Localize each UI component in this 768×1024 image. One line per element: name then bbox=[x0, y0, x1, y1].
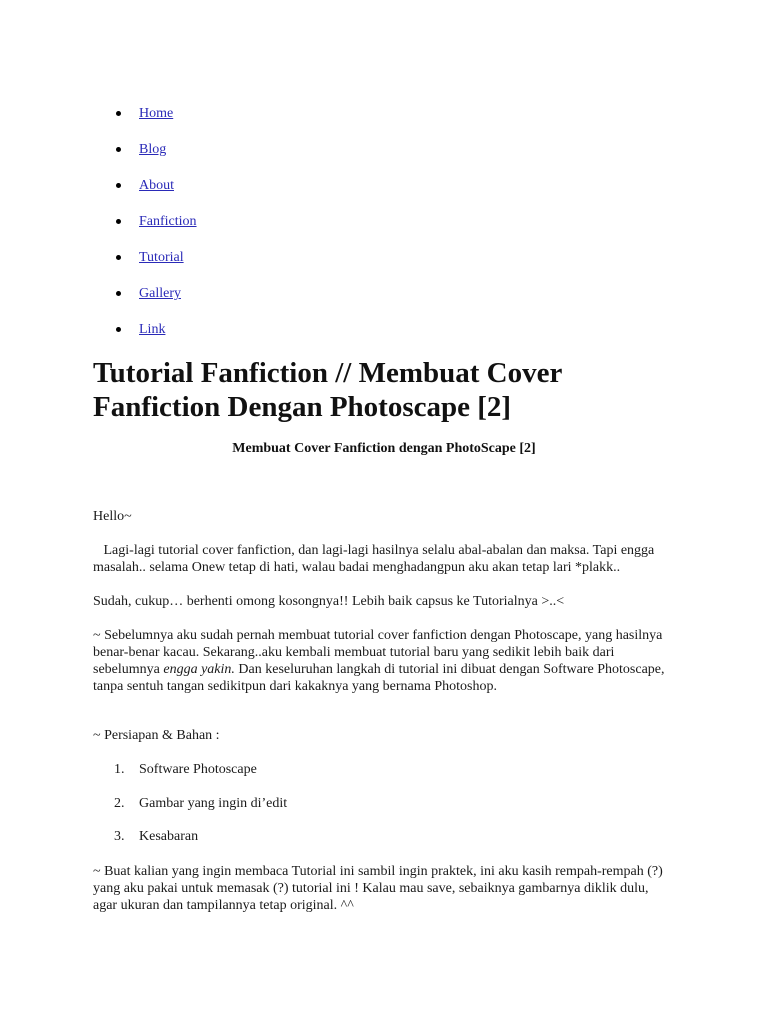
list-item-number: 1. bbox=[114, 762, 125, 777]
nav-link-fanfiction[interactable]: Fanfiction bbox=[139, 214, 197, 229]
bullet-icon bbox=[116, 111, 121, 116]
bullet-icon bbox=[116, 327, 121, 332]
bullet-icon bbox=[116, 291, 121, 296]
list-item-text: Kesabaran bbox=[139, 829, 199, 844]
nav-link-tutorial[interactable]: Tutorial bbox=[139, 250, 184, 265]
nav-link-about[interactable]: About bbox=[139, 178, 174, 193]
bullet-icon bbox=[116, 255, 121, 260]
list-item-number: 2. bbox=[114, 795, 125, 811]
intro-paragraph-continued: Sudah, cukup… berhenti omong kosongnya!! Lebih baik capsus ke Tutorialnya >..< bbox=[93, 594, 565, 609]
background-paragraph bbox=[93, 627, 673, 695]
nav-link-link[interactable]: Link bbox=[139, 322, 166, 337]
nav-link-gallery[interactable]: Gallery bbox=[139, 286, 181, 301]
article-title: Tutorial Fanfiction // Membuat Cover Fanfiction Dengan Photoscape [2] bbox=[93, 357, 562, 423]
practice-paragraph: ~ Buat kalian yang ingin membaca Tutorial ini sambil ingin praktek, ini aku kasih rempah-rempah (?) yang aku pakai untuk memasak (?) tutorial ini ! Kalau mau save, sebaiknya gambarnya diklik dulu, agar ukuran dan tampilannya tetap original. ^^ bbox=[93, 864, 663, 913]
list-item-text: Gambar yang ingin di’edit bbox=[139, 795, 288, 811]
bullet-icon bbox=[116, 147, 121, 152]
background-paragraph-text-end: Dan keseluruhan langkah di tutorial ini dibuat dengan Software Photoscape, tanpa sentuh tangan sedikitpun dari kakaknya yang bernama Photoshop. bbox=[93, 662, 665, 694]
list-item-number: 3. bbox=[114, 829, 125, 844]
intro-paragraph: Lagi-lagi tutorial cover fanfiction, dan lagi-lagi hasilnya selalu abal-abalan dan maksa. Tapi engga masalah.. selama Onew tetap di hati, walau badai menghadangpun aku akan tetap lari *plakk.. bbox=[93, 543, 658, 575]
nav-link-home[interactable]: Home bbox=[139, 106, 174, 121]
bullet-icon bbox=[116, 219, 121, 224]
greeting-text: Hello~ bbox=[93, 509, 132, 524]
background-paragraph-text: ~ Sebelumnya aku sudah pernah membuat tutorial cover fanfiction dengan Photoscape, yang hasilnya benar-benar kacau. Sekarang..aku kembali membuat tutorial baru yang sedikit lebih baik dari sebelumnya bbox=[93, 628, 663, 677]
list-item-text: Software Photoscape bbox=[139, 762, 257, 777]
article-subtitle: Membuat Cover Fanfiction dengan PhotoScape [2] bbox=[232, 441, 536, 456]
bullet-icon bbox=[116, 183, 121, 188]
nav-link-blog[interactable]: Blog bbox=[139, 142, 167, 157]
preparation-heading: ~ Persiapan & Bahan : bbox=[93, 728, 220, 743]
background-paragraph-emphasis: engga yakin. bbox=[163, 662, 235, 677]
